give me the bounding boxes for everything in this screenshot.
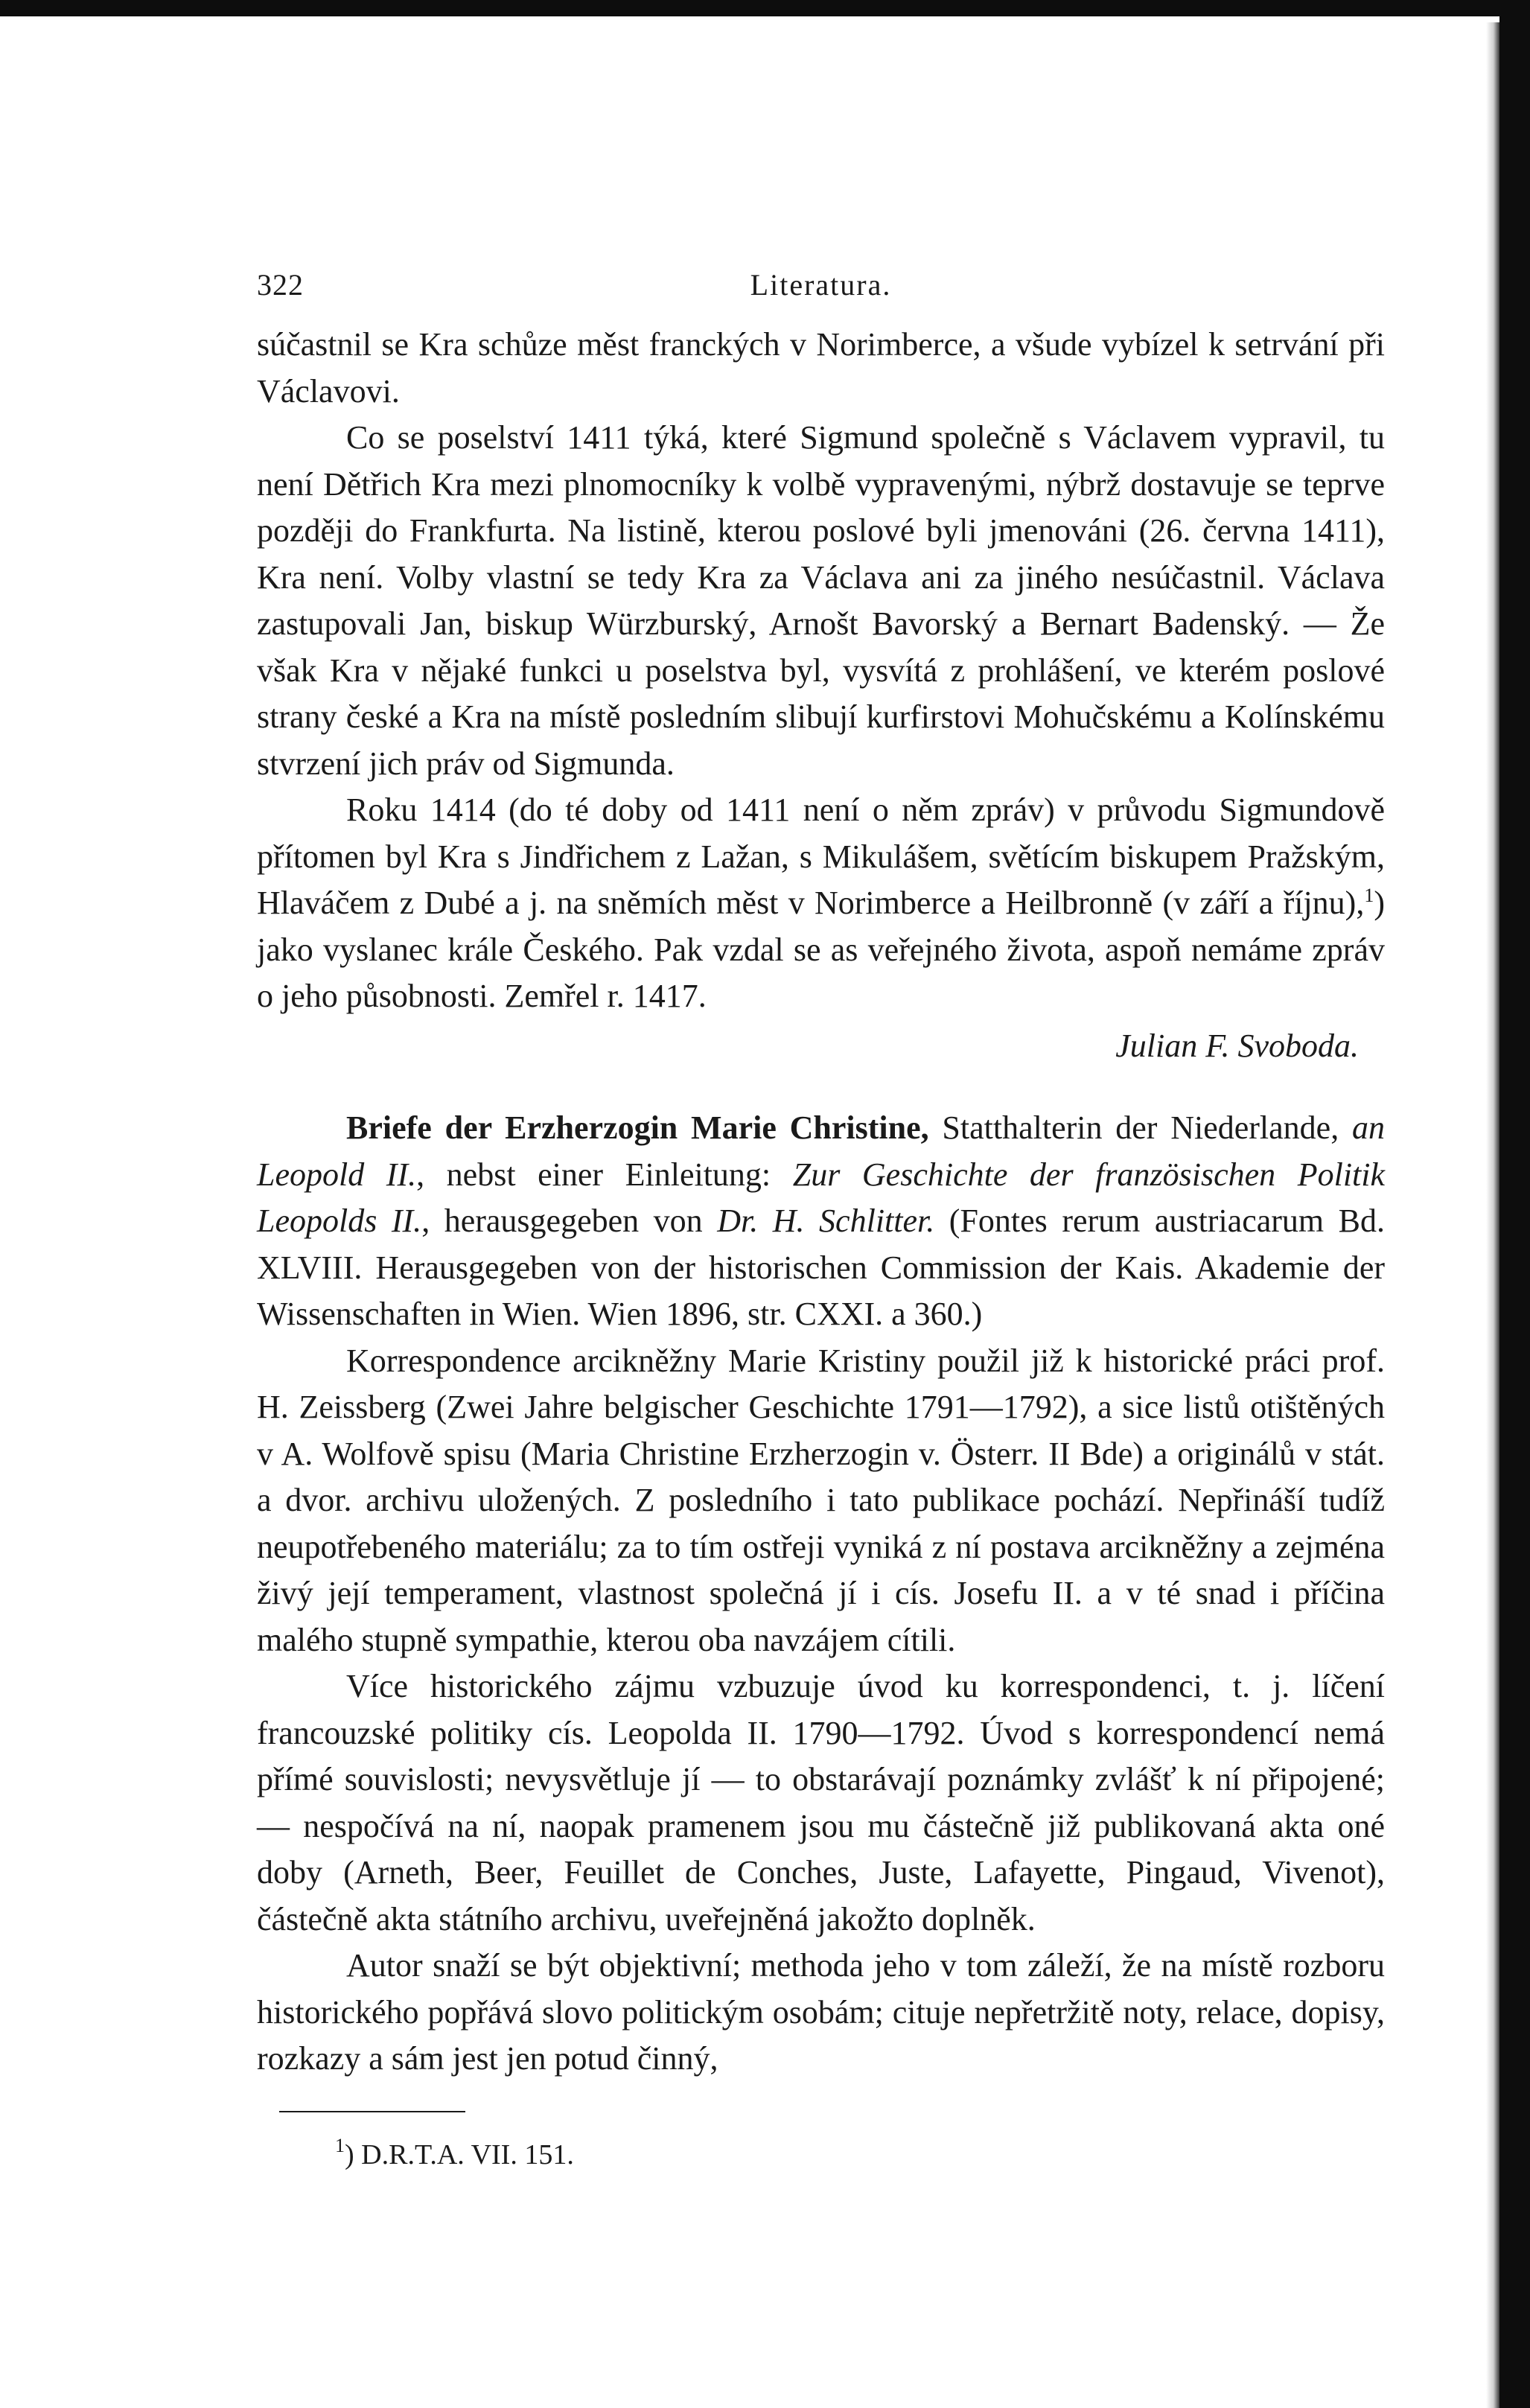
running-title: Literatura. xyxy=(750,268,892,302)
review1-paragraph-2: Co se poselství 1411 týká, které Sigmund společně s Václavem vypravil, tu není Dětřich Kra mezi plnomocníky k volbě vypravenými, nýbrž dostavuje se teprve později do Frankfurta. Na listině, kterou poslové byli jmenováni (26. června 1411), Kra není. Volby vlastní se tedy Kra za Václava ani za jiného nesúčastnil. Václava zastupovali Jan, biskup Würzburský, Arnošt Bavorský a Bernart Badenský. — Že však Kra v nějaké funkci u poselstva byl, vysvítá z prohlášení, ve kterém poslové strany české a Kra na místě posledním slibují kurfirstovi Mohučskému a Kolínskému stvrzení jich práv od Sigmunda. xyxy=(257,419,1385,782)
book-page xyxy=(257,253,1385,2178)
review1-paragraph-3 xyxy=(257,787,1385,1020)
review2-mid1: , nebst einer Einleitung: xyxy=(416,1156,793,1193)
review2-editor: Dr. H. Schlitter. xyxy=(717,1203,935,1239)
review2-series: (Fontes rerum austriacarum Bd. XLVIII. Herausgegeben von der historischen Commission der Kais. Akademie der Wissenschaften in Wien. Wien 1896, str. CXXI. a 360.) xyxy=(257,1203,1386,1332)
footnote-marker: 1 xyxy=(335,2134,345,2156)
scan-top-border xyxy=(0,0,1530,16)
review1-p3-text-cont: ) jako vyslanec krále Českého. Pak vzdal se as veřejného života, aspoň nemáme zpráv o jeho působnosti. Zemřel r. 1417. xyxy=(257,885,1385,1014)
footnote-text: ) D.R.T.A. VII. 151. xyxy=(345,2138,574,2170)
scan-page-edge-shadow xyxy=(1486,22,1499,2408)
footnote-rule xyxy=(279,2111,465,2112)
review1-paragraph-1: súčastnil se Kra schůze měst franckých v Norimberce, a všude vybízel k setrvání při Václavovi. xyxy=(257,326,1385,410)
page-number: 322 xyxy=(257,268,304,302)
review2-paragraph-1: Korrespondence arcikněžny Marie Kristiny použil již k historické práci prof. H. Zeissberg (Zwei Jahre belgischer Geschichte 1791—1792), a sice listů otištěných v A. Wolfově spisu (Maria Christine Erzherzogin v. Österr. II Bde) a originálů v stát. a dvor. archivu uložených. Z posledního i tato publikace pochází. Nepřináší tudíž neupotřebeného materiálu; za to tím ostřeji vyniká z ní postava arcikněžny a zejména živý její temperament, vlastnost společná jí i cís. Josefu II. a v té snad i příčina malého stupně sympathie, kterou oba navzájem cítili. xyxy=(257,1342,1385,1658)
review2-recipient: an Leopold II. xyxy=(257,1109,1385,1193)
review1-p3-text: Roku 1414 (do té doby od 1411 není o něm zpráv) v průvodu Sigmundově přítomen byl Kra s Jindřichem z Lažan, s Mikulášem, světícím biskupem Pražským, Hlaváčem z Dubé a j. na sněmích měst v Norimberce a Heilbronně (v září a říjnu), xyxy=(257,791,1385,921)
review1-signature: Julian F. Svoboda. xyxy=(1115,1027,1359,1064)
review2-paragraph-3: Autor snaží se být objektivní; methoda jeho v tom záleží, že na místě rozboru historického popřává slovo politickým osobám; cituje nepřetržitě noty, relace, dopisy, rozkazy a sám jest jen potud činný, xyxy=(257,1947,1385,2077)
review2-title-rest: Statthalterin der Niederlande, xyxy=(928,1109,1352,1146)
footnote-reference: 1 xyxy=(1364,885,1374,906)
review2-title: Briefe der Erzherzogin Marie Christine, xyxy=(346,1109,929,1146)
review2-paragraph-2: Více historického zájmu vzbuzuje úvod ku korrespondenci, t. j. líčení francouzské politiky cís. Leopolda II. 1790—1792. Úvod s korrespondencí nemá přímé souvislosti; nevysvětluje jí — to obstarávají poznámky zvlášť k ní připojené; — nespočívá na ní, naopak pramenem jsou mu částečně již publikovaná akta oné doby (Arneth, Beer, Feuillet de Conches, Juste, Lafayette, Pingaud, Vivenot), částečně akta státního archivu, uveřejněná jakožto doplněk. xyxy=(257,1668,1385,1937)
review2-mid2: , herausgegeben von xyxy=(421,1203,718,1239)
scan-right-border xyxy=(1499,0,1530,2408)
footnote xyxy=(257,2132,1385,2179)
review2-heading xyxy=(257,1105,1385,1338)
running-head xyxy=(257,253,1385,322)
review2-intro-title: Zur Geschichte der französischen Politik Leopolds II. xyxy=(257,1156,1386,1239)
